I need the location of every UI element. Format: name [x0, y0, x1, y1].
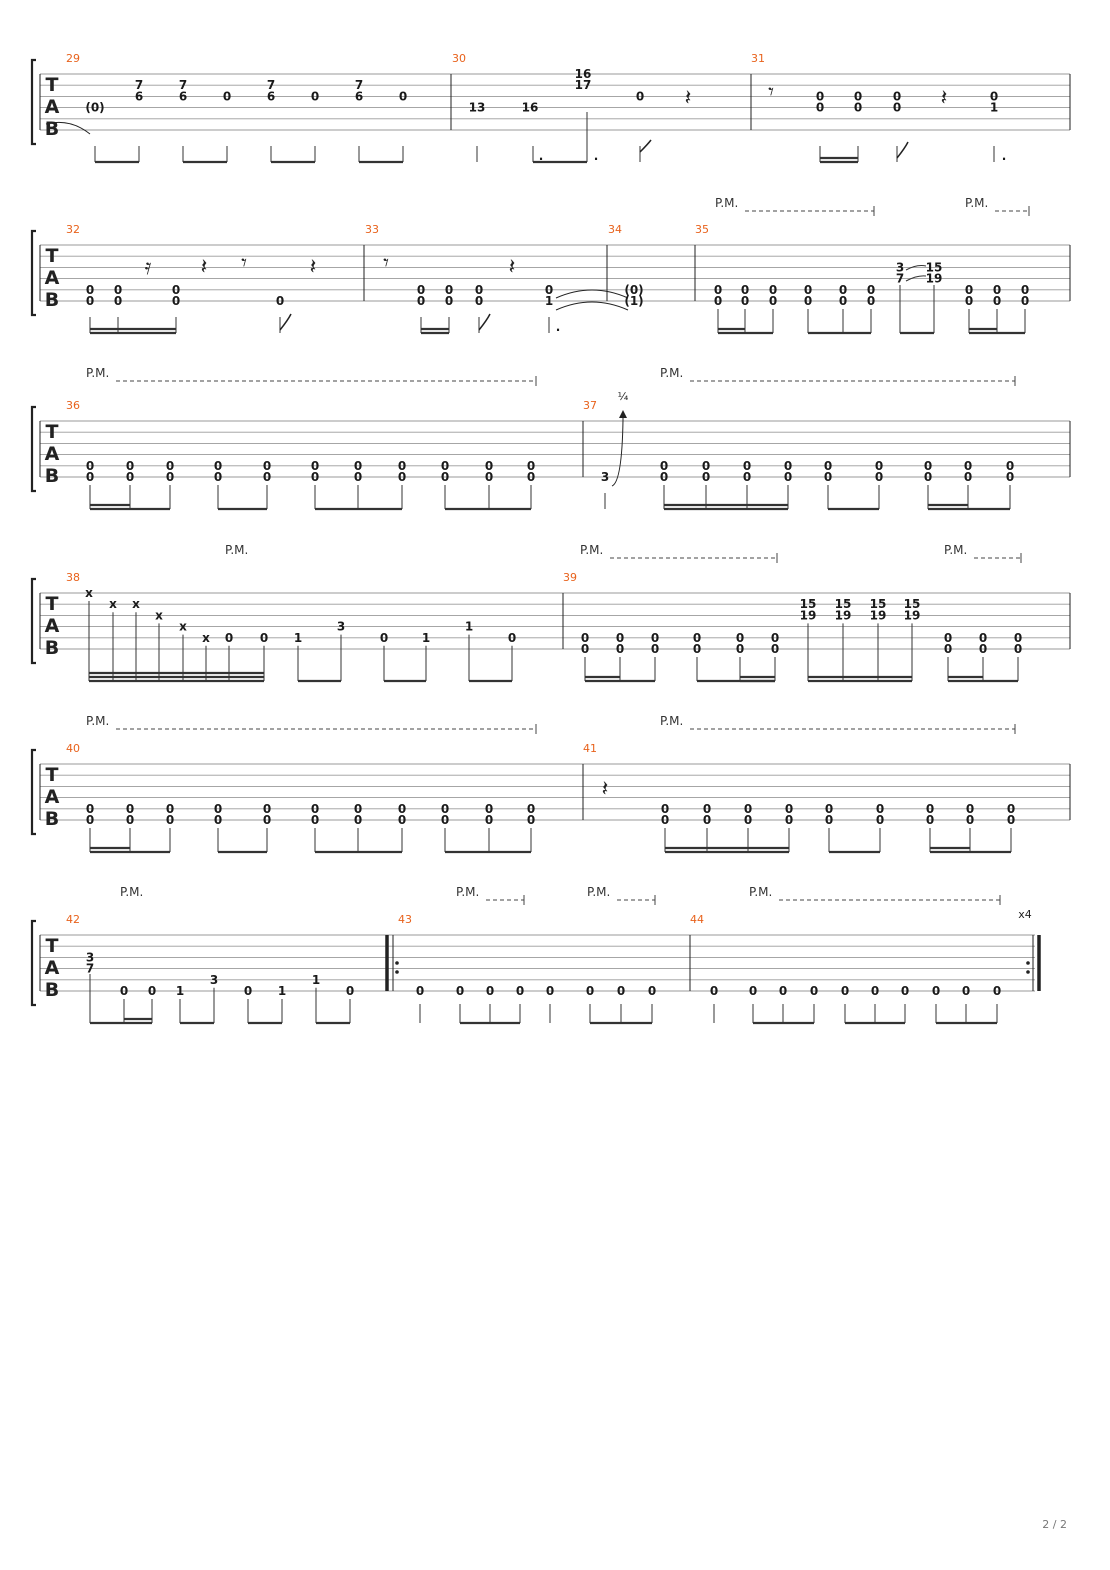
fret-number: 0	[171, 282, 181, 297]
tab-clef-letter: T	[45, 593, 59, 615]
fret-number: 0	[784, 813, 794, 827]
measure-number: 36	[66, 399, 80, 412]
fret-number: 0	[310, 813, 320, 827]
fret-number: 0	[713, 282, 723, 297]
fret-number: 0	[784, 801, 794, 816]
fret-number: 0	[353, 458, 363, 473]
fret-number: 0	[964, 282, 974, 297]
fret-number: 0	[165, 470, 175, 484]
fret-number: 0	[992, 294, 1002, 308]
measure-number: 37	[583, 399, 597, 412]
fret-number: 0	[702, 813, 712, 827]
tab-clef-letter: B	[44, 979, 60, 1001]
palm-mute-label: P.M.	[587, 885, 611, 899]
fret-number: 0	[783, 470, 793, 484]
fret-number: 0	[213, 801, 223, 816]
fret-number: 15	[903, 597, 921, 612]
fret-number: 1	[311, 972, 321, 987]
palm-mute-label: P.M.	[749, 885, 773, 899]
measure-number: 30	[452, 52, 466, 65]
fret-number: 0	[1006, 813, 1016, 827]
fret-number: 0	[742, 458, 752, 473]
fret-number: 0	[616, 984, 626, 998]
system-bracket	[32, 231, 36, 315]
fret-number: 0	[770, 642, 780, 656]
fret-number: 0	[838, 294, 848, 308]
fret-number: 0	[892, 100, 902, 115]
measure-number: 32	[66, 223, 80, 236]
tab-clef-letter: A	[44, 786, 60, 808]
fret-number: 0	[965, 801, 975, 816]
fret-number: 0	[866, 282, 876, 297]
fret-number: 0	[474, 282, 484, 297]
fret-number: 0	[580, 630, 590, 645]
palm-mute-label: P.M.	[660, 366, 684, 380]
fret-number: 0	[963, 470, 973, 484]
flag	[280, 314, 291, 330]
dot: .	[555, 320, 561, 334]
fret-number: 0	[702, 801, 712, 816]
fret-number: 19	[925, 271, 943, 286]
measure-number: 29	[66, 52, 80, 65]
fret-number: 0	[768, 294, 778, 308]
bend-arrowhead	[619, 410, 627, 418]
fret-number: 0	[213, 813, 223, 827]
fret-number: 0	[310, 801, 320, 816]
tab-clef-letter: B	[44, 118, 60, 140]
rest-symbol: 𝄽	[684, 86, 692, 111]
tie-arc	[556, 290, 628, 298]
tab-clef-letter: T	[45, 935, 59, 957]
fret-number: 0	[85, 294, 95, 308]
fret-number: 15	[869, 597, 887, 612]
fret-number: 0	[85, 282, 95, 297]
fret-number: 0	[875, 813, 885, 827]
fret-number: 0	[474, 294, 484, 308]
tab-clef-letter: T	[45, 421, 59, 443]
fret-number: 0	[740, 294, 750, 308]
fret-number: 0	[507, 630, 517, 645]
fret-number: 0	[978, 642, 988, 656]
dot: .	[593, 149, 599, 163]
fret-number: 0	[659, 470, 669, 484]
palm-mute-label: P.M.	[944, 543, 968, 557]
fret-number: 0	[310, 470, 320, 484]
fret-number: 0	[262, 470, 272, 484]
fret-number: 0	[866, 294, 876, 308]
fret-number: 0	[925, 801, 935, 816]
fret-number: 0	[1013, 630, 1023, 645]
fret-number: 0	[742, 470, 752, 484]
fret-number: 0	[484, 801, 494, 816]
fret-number: 0	[978, 630, 988, 645]
fret-number: 0	[743, 813, 753, 827]
fret-number: 0	[709, 984, 719, 998]
fret-number: 0	[545, 984, 555, 998]
fret-number: 0	[526, 813, 536, 827]
fret-number: 0	[992, 984, 1002, 998]
dot: .	[1001, 149, 1007, 163]
dead-note: x	[109, 597, 117, 612]
flag	[640, 140, 651, 152]
fret-number: 0	[650, 642, 660, 656]
fret-number: 0	[660, 801, 670, 816]
measure-number: 39	[563, 571, 577, 584]
tab-clef-letter: T	[45, 74, 59, 96]
fret-number: 0	[515, 984, 525, 998]
system-bracket	[32, 750, 36, 834]
fret-number: 0	[803, 294, 813, 308]
fret-number: 0	[85, 458, 95, 473]
fret-number: 0	[1020, 282, 1030, 297]
fret-number: 0	[660, 813, 670, 827]
fret-number: 0	[923, 470, 933, 484]
flag	[479, 314, 490, 330]
fret-number: 0	[125, 813, 135, 827]
palm-mute-label: P.M.	[86, 366, 110, 380]
fret-number: 0	[713, 294, 723, 308]
fret-number: 0	[783, 458, 793, 473]
fret-number: 0	[113, 282, 123, 297]
fret-number: 0	[85, 801, 95, 816]
fret-number: 0	[345, 984, 355, 998]
system-bracket	[32, 407, 36, 491]
repeat-dot	[1026, 970, 1030, 974]
palm-mute-label: P.M.	[86, 714, 110, 728]
fret-number: 6	[266, 89, 276, 104]
fret-number: 0	[444, 294, 454, 308]
fret-number: 0	[415, 984, 425, 998]
repeat-dot	[395, 961, 399, 965]
palm-mute-label: P.M.	[715, 196, 739, 210]
fret-number: 0	[262, 458, 272, 473]
fret-number: 0	[778, 984, 788, 998]
measure-number: 42	[66, 913, 80, 926]
fret-number: 0	[815, 100, 825, 115]
fret-number: 0	[397, 458, 407, 473]
repeat-count-label: x4	[1018, 908, 1032, 921]
palm-mute-label: P.M.	[456, 885, 480, 899]
fret-number: 19	[834, 608, 852, 623]
fret-number: 0	[824, 801, 834, 816]
fret-number: 0	[659, 458, 669, 473]
fret-number: 0	[615, 630, 625, 645]
fret-number: 0	[925, 813, 935, 827]
fret-number: 0	[840, 984, 850, 998]
fret-number: 1	[544, 294, 554, 308]
tab-clef-letter: A	[44, 267, 60, 289]
fret-number: 0	[444, 282, 454, 297]
palm-mute-label: P.M.	[660, 714, 684, 728]
fret-number: 0	[580, 642, 590, 656]
measure-number: 43	[398, 913, 412, 926]
bend-amount-label: ¼	[617, 390, 629, 403]
palm-mute-label: P.M.	[225, 543, 249, 557]
fret-number: 0	[838, 282, 848, 297]
fret-number: 0	[85, 470, 95, 484]
rest-symbol: 𝄽	[309, 255, 317, 280]
fret-number: 1	[464, 619, 474, 634]
fret-number: 0	[275, 294, 285, 308]
fret-number: 0	[455, 984, 465, 998]
fret-number: 6	[178, 89, 188, 104]
fret-number: 3	[600, 470, 610, 484]
fret-number: 0	[870, 984, 880, 998]
fret-number: 0	[701, 470, 711, 484]
fret-number: 0	[119, 984, 129, 998]
fret-number: 0	[310, 458, 320, 473]
fret-number: 19	[869, 608, 887, 623]
fret-number: 0	[735, 642, 745, 656]
fret-number: 0	[963, 458, 973, 473]
fret-number: 0	[147, 984, 157, 998]
fret-number: 19	[799, 608, 817, 623]
fret-number: 0	[650, 630, 660, 645]
fret-number: 0	[397, 801, 407, 816]
fret-number: 0	[440, 801, 450, 816]
fret-number: 1	[421, 630, 431, 645]
rest-symbol: 𝄽	[200, 255, 208, 280]
fret-number: 0	[931, 984, 941, 998]
fret-number: 1	[293, 630, 303, 645]
fret-number: 19	[903, 608, 921, 623]
fret-number: 0	[379, 630, 389, 645]
fret-number: 1	[175, 984, 185, 998]
fret-number: 0	[125, 470, 135, 484]
fret-number: 0	[1005, 458, 1015, 473]
page-number: 2 / 2	[1042, 1518, 1067, 1531]
fret-number: 7	[895, 271, 905, 286]
fret-number: 0	[484, 458, 494, 473]
fret-number: 0	[989, 89, 999, 104]
fret-number: 13	[468, 100, 486, 115]
fret-number: 0	[165, 813, 175, 827]
fret-number: 0	[740, 282, 750, 297]
fret-number: 0	[1020, 294, 1030, 308]
fret-number: 0	[770, 630, 780, 645]
fret-number: 6	[134, 89, 144, 104]
palm-mute-label: P.M.	[580, 543, 604, 557]
fret-number: 0	[1006, 801, 1016, 816]
measure-number: 44	[690, 913, 704, 926]
fret-number: 3	[336, 619, 346, 634]
fret-number: 0	[85, 813, 95, 827]
tab-clef-letter: A	[44, 443, 60, 465]
fret-number: 0	[440, 458, 450, 473]
palm-mute-label: P.M.	[965, 196, 989, 210]
fret-number: 0	[965, 813, 975, 827]
tab-clef-letter: B	[44, 465, 60, 487]
fret-number: 0	[125, 458, 135, 473]
repeat-dot	[395, 970, 399, 974]
fret-number: 7	[85, 961, 95, 976]
rest-symbol: 𝄿	[144, 255, 152, 280]
ghost-note: (0)	[624, 282, 644, 297]
rest-symbol: 𝄾	[383, 251, 389, 276]
dead-note: x	[155, 608, 163, 623]
rest-symbol: 𝄽	[601, 777, 609, 802]
rest-symbol: 𝄾	[241, 251, 247, 276]
fret-number: 0	[484, 470, 494, 484]
fret-number: 6	[354, 89, 364, 104]
flag	[897, 142, 908, 158]
fret-number: 0	[353, 813, 363, 827]
fret-number: 0	[125, 801, 135, 816]
fret-number: 3	[85, 950, 95, 965]
fret-number: 0	[635, 89, 645, 104]
system-bracket	[32, 921, 36, 1005]
measure-number: 38	[66, 571, 80, 584]
fret-number: 0	[224, 630, 234, 645]
tab-clef-letter: A	[44, 957, 60, 979]
fret-number: 7	[266, 78, 276, 93]
bend-arrow	[612, 412, 623, 486]
fret-number: 0	[923, 458, 933, 473]
fret-number: 0	[943, 642, 953, 656]
fret-number: 0	[875, 801, 885, 816]
fret-number: 0	[692, 642, 702, 656]
fret-number: 0	[262, 801, 272, 816]
tie-arc	[556, 302, 628, 310]
fret-number: 0	[526, 458, 536, 473]
dead-note: x	[85, 586, 93, 600]
fret-number: 0	[815, 89, 825, 104]
measure-number: 33	[365, 223, 379, 236]
fret-number: 15	[799, 597, 817, 612]
fret-number: 0	[768, 282, 778, 297]
tab-clef-letter: A	[44, 96, 60, 118]
fret-number: 0	[416, 282, 426, 297]
fret-number: 0	[874, 458, 884, 473]
fret-number: 3	[209, 972, 219, 987]
fret-number: 0	[900, 984, 910, 998]
fret-number: 0	[113, 294, 123, 308]
system-bracket	[32, 579, 36, 663]
rest-symbol: 𝄽	[940, 86, 948, 111]
fret-number: 0	[892, 89, 902, 104]
tab-clef-letter: B	[44, 808, 60, 830]
ghost-note: (0)	[85, 100, 105, 115]
fret-number: 0	[310, 89, 320, 104]
system-bracket	[32, 60, 36, 144]
fret-number: 1	[989, 100, 999, 115]
fret-number: 0	[526, 470, 536, 484]
fret-number: 0	[353, 801, 363, 816]
fret-number: 7	[134, 78, 144, 93]
fret-number: 0	[964, 294, 974, 308]
fret-number: 15	[925, 260, 943, 275]
rest-symbol: 𝄾	[768, 80, 774, 105]
rest-symbol: 𝄽	[508, 255, 516, 280]
tab-clef-letter: B	[44, 637, 60, 659]
fret-number: 0	[213, 470, 223, 484]
fret-number: 0	[701, 458, 711, 473]
fret-number: 0	[824, 813, 834, 827]
fret-number: 15	[834, 597, 852, 612]
fret-number: 0	[171, 294, 181, 308]
fret-number: 0	[615, 642, 625, 656]
fret-number: 0	[823, 470, 833, 484]
fret-number: 0	[440, 470, 450, 484]
fret-number: 0	[823, 458, 833, 473]
fret-number: 16	[521, 100, 539, 115]
dead-note: x	[202, 630, 210, 645]
fret-number: 0	[748, 984, 758, 998]
dead-note: x	[132, 597, 140, 612]
fret-number: 0	[943, 630, 953, 645]
fret-number: 0	[853, 89, 863, 104]
fret-number: 0	[803, 282, 813, 297]
tab-clef-letter: T	[45, 245, 59, 267]
fret-number: 0	[743, 801, 753, 816]
fret-number: 0	[484, 813, 494, 827]
measure-number: 41	[583, 742, 597, 755]
measure-number: 40	[66, 742, 80, 755]
fret-number: 0	[647, 984, 657, 998]
fret-number: 3	[895, 260, 905, 275]
fret-number: 0	[735, 630, 745, 645]
fret-number: 0	[874, 470, 884, 484]
fret-number: 0	[692, 630, 702, 645]
fret-number: 0	[853, 100, 863, 115]
fret-number: 1	[277, 984, 287, 998]
fret-number: 17	[574, 78, 592, 93]
fret-number: 0	[213, 458, 223, 473]
fret-number: 0	[262, 813, 272, 827]
dot: .	[538, 149, 544, 163]
tab-clef-letter: T	[45, 764, 59, 786]
tab-clef-letter: B	[44, 289, 60, 311]
fret-number: 0	[1005, 470, 1015, 484]
fret-number: 0	[398, 89, 408, 104]
fret-number: 0	[259, 630, 269, 645]
fret-number: 0	[526, 801, 536, 816]
measure-number: 34	[608, 223, 622, 236]
fret-number: 7	[354, 78, 364, 93]
measure-number: 31	[751, 52, 765, 65]
fret-number: 0	[243, 984, 253, 998]
fret-number: 0	[992, 282, 1002, 297]
dead-note: x	[179, 619, 187, 634]
fret-number: 0	[397, 470, 407, 484]
fret-number: 0	[544, 282, 554, 297]
fret-number: 0	[353, 470, 363, 484]
fret-number: 0	[397, 813, 407, 827]
fret-number: 0	[485, 984, 495, 998]
fret-number: 7	[178, 78, 188, 93]
fret-number: 0	[440, 813, 450, 827]
ghost-note: (1)	[624, 294, 644, 308]
fret-number: 0	[416, 294, 426, 308]
fret-number: 0	[165, 801, 175, 816]
measure-number: 35	[695, 223, 709, 236]
fret-number: 0	[809, 984, 819, 998]
repeat-dot	[1026, 961, 1030, 965]
fret-number: 16	[574, 67, 592, 81]
fret-number: 0	[585, 984, 595, 998]
fret-number: 0	[165, 458, 175, 473]
fret-number: 0	[222, 89, 232, 104]
fret-number: 0	[961, 984, 971, 998]
fret-number: 0	[1013, 642, 1023, 656]
tab-clef-letter: A	[44, 615, 60, 637]
palm-mute-label: P.M.	[120, 885, 144, 899]
